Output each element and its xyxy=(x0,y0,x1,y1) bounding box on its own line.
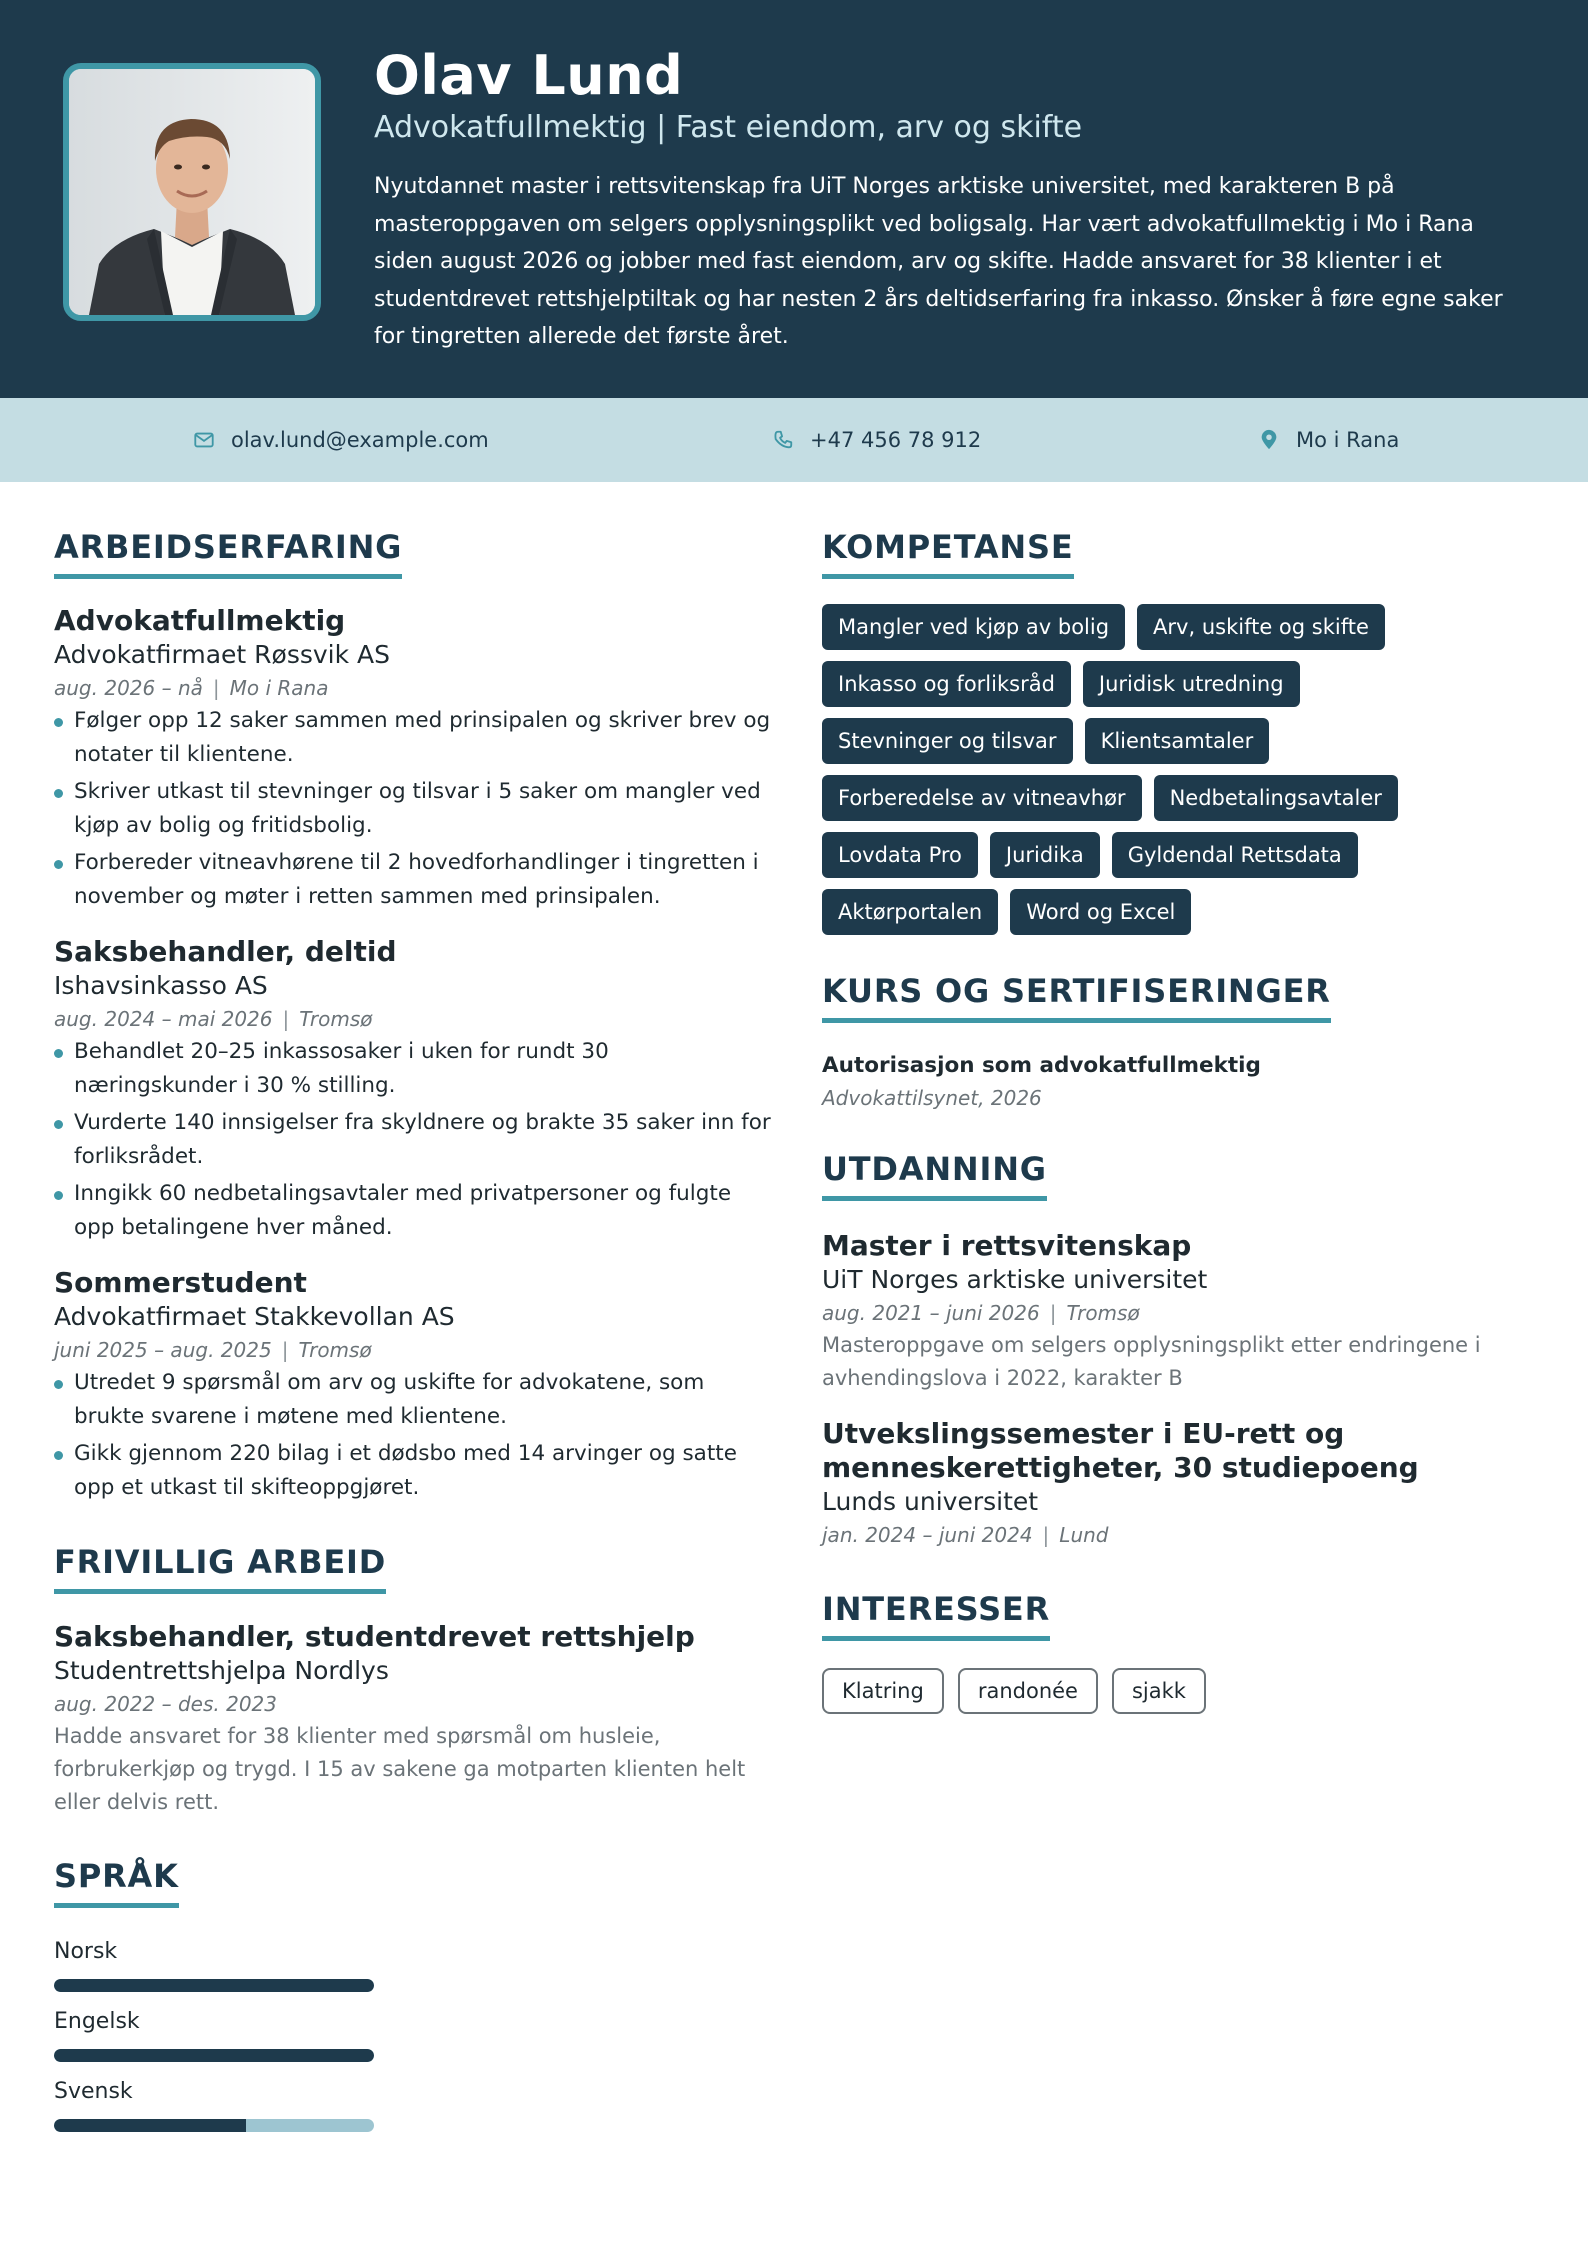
volunteer-entry xyxy=(54,1620,774,1819)
language-level-bar xyxy=(54,2049,374,2062)
job-company: Advokatfirmaet Stakkevollan AS xyxy=(54,1302,455,1331)
map-pin-icon xyxy=(1258,429,1280,451)
job-role: Saksbehandler, deltid xyxy=(54,935,397,968)
language-name: Engelsk xyxy=(54,2009,140,2034)
volunteer-role: Saksbehandler, studentdrevet rettshjelp xyxy=(54,1620,695,1653)
volunteer-description: Hadde ansvaret for 38 klienter med spørsmål om husleie, forbrukerkjøp og trygd. I 15 av sakene ga motparten klienten helt eller delvis rett. xyxy=(54,1724,746,1814)
contact-email[interactable] xyxy=(193,398,489,482)
candidate-headline: Advokatfullmektig | Fast eiendom, arv og skifte xyxy=(374,110,1083,145)
job-company: Advokatfirmaet Røssvik AS xyxy=(54,640,391,669)
language-item xyxy=(54,1937,374,1992)
job-bullet: Vurderte 140 innsigelser fra skyldnere og brakte 35 saker inn for forliksrådet. xyxy=(54,1106,774,1174)
language-item xyxy=(54,2077,374,2132)
job-bullet: Skriver utkast til stevninger og tilsvar i 5 saker om mangler ved kjøp av bolig og fritidsbolig. xyxy=(54,775,774,843)
volunteer-dates: aug. 2022 – des. 2023 xyxy=(54,1692,277,1716)
section-title-skills: KOMPETANSE xyxy=(822,528,1074,579)
job-role: Sommerstudent xyxy=(54,1266,307,1299)
skill-chip: Lovdata Pro xyxy=(822,832,978,878)
skill-chip: Klientsamtaler xyxy=(1085,718,1270,764)
language-level-bar xyxy=(54,1979,374,1992)
education-degree-line: Utvekslingssemester i EU-rett og xyxy=(822,1417,1345,1450)
section-title-languages: SPRÅK xyxy=(54,1857,179,1908)
education-entry xyxy=(822,1229,1522,1395)
language-name: Svensk xyxy=(54,2079,133,2104)
language-level-bar xyxy=(54,2119,374,2132)
skill-chip: Aktørportalen xyxy=(822,889,998,935)
course-issuer: Advokattilsynet, 2026 xyxy=(822,1086,1042,1110)
education-meta: jan. 2024 – juni 2024 | Lund xyxy=(822,1523,1109,1547)
education-dates: aug. 2021 – juni 2026 xyxy=(822,1301,1040,1325)
skill-chip: Juridika xyxy=(990,832,1100,878)
job-bullets xyxy=(54,1366,774,1505)
job-bullet: Forbereder vitneavhørene til 2 hovedforhandlinger i tingretten i november og møter i retten sammen med prinsipalen. xyxy=(54,846,774,914)
education-entry xyxy=(822,1417,1522,1551)
job-bullet: Behandlet 20–25 inkassosaker i uken for rundt 30 næringskunder i 30 % stilling. xyxy=(54,1035,774,1103)
mail-icon xyxy=(193,429,215,451)
section-title-experience: ARBEIDSERFARING xyxy=(54,528,402,579)
education-dates: jan. 2024 – juni 2024 xyxy=(822,1523,1033,1547)
section-title-education: UTDANNING xyxy=(822,1150,1047,1201)
skill-chip: Inkasso og forliksråd xyxy=(822,661,1071,707)
language-name: Norsk xyxy=(54,1939,118,1964)
education-degree-line: menneskerettigheter, 30 studiepoeng xyxy=(822,1451,1419,1484)
job-bullet: Utredet 9 spørsmål om arv og uskifte for advokatene, som brukte svarene i møtene med klientene. xyxy=(54,1366,774,1434)
email-text: olav.lund@example.com xyxy=(231,428,489,452)
language-level-fill xyxy=(54,1979,374,1992)
interest-tag: sjakk xyxy=(1112,1668,1206,1714)
language-item xyxy=(54,2007,374,2062)
job-dates: aug. 2024 – mai 2026 xyxy=(54,1007,273,1031)
job-dates: aug. 2026 – nå xyxy=(54,676,203,700)
education-degree: Master i rettsvitenskap xyxy=(822,1229,1192,1262)
education-note: Masteroppgave om selgers opplysningsplikt etter endringene i avhendingslova i 2022, karakter B xyxy=(822,1333,1481,1390)
profile-summary: Nyutdannet master i rettsvitenskap fra UiT Norges arktiske universitet, med karakteren B på masteroppgaven om selgers opplysningsplikt ved boligsalg. Har vært advokatfullmektig i Mo i Rana siden august 2026 og jobber med fast eiendom, arv og skifte. Hadde ansvaret for 38 klienter i et studentdrevet rettshjelptiltak og har nesten 2 års deltidserfaring fra inkasso. Ønsker å føre egne saker for tingretten allerede det første året. xyxy=(374,174,1503,349)
volunteer-org: Studentrettshjelpa Nordlys xyxy=(54,1656,389,1685)
location-text: Mo i Rana xyxy=(1296,428,1400,452)
skill-chip: Nedbetalingsavtaler xyxy=(1154,775,1398,821)
language-level-fill xyxy=(54,2119,246,2132)
job-dates: juni 2025 – aug. 2025 xyxy=(54,1338,272,1362)
job-meta: juni 2025 – aug. 2025 | Tromsø xyxy=(54,1338,372,1362)
contact-bar xyxy=(0,398,1588,482)
skill-chips xyxy=(822,604,1522,935)
phone-icon xyxy=(772,429,794,451)
job-bullets xyxy=(54,1035,774,1245)
job-meta: aug. 2024 – mai 2026 | Tromsø xyxy=(54,1007,373,1031)
education-location: Tromsø xyxy=(1066,1301,1140,1325)
interest-tag: Klatring xyxy=(822,1668,944,1714)
course-name: Autorisasjon som advokatfullmektig xyxy=(822,1053,1261,1078)
skill-chip: Juridisk utredning xyxy=(1083,661,1300,707)
section-title-interests: INTERESSER xyxy=(822,1590,1050,1641)
phone-text: +47 456 78 912 xyxy=(810,428,982,452)
education-school: Lunds universitet xyxy=(822,1487,1039,1516)
portrait-image xyxy=(69,69,315,315)
section-title-volunteer: FRIVILLIG ARBEID xyxy=(54,1543,386,1594)
skill-chip: Stevninger og tilsvar xyxy=(822,718,1073,764)
language-level-fill xyxy=(54,2049,374,2062)
contact-location xyxy=(1258,398,1399,482)
job-bullets xyxy=(54,704,774,914)
header xyxy=(0,0,1588,398)
job-role: Advokatfullmektig xyxy=(54,604,346,637)
job-entry xyxy=(54,1266,774,1508)
interest-tags xyxy=(822,1668,1206,1714)
candidate-name: Olav Lund xyxy=(374,44,684,107)
course-entry xyxy=(822,1050,1522,1114)
education-location: Lund xyxy=(1059,1523,1109,1547)
job-bullet: Inngikk 60 nedbetalingsavtaler med privatpersoner og fulgte opp betalingene hver måned. xyxy=(54,1177,774,1245)
job-location: Mo i Rana xyxy=(229,676,329,700)
interest-tag: randonée xyxy=(958,1668,1098,1714)
contact-phone[interactable] xyxy=(772,398,981,482)
job-entry xyxy=(54,935,774,1248)
profile-photo xyxy=(63,63,321,321)
skill-chip: Arv, uskifte og skifte xyxy=(1137,604,1385,650)
section-title-courses: KURS OG SERTIFISERINGER xyxy=(822,972,1331,1023)
job-company: Ishavsinkasso AS xyxy=(54,971,268,1000)
job-meta: aug. 2026 – nå | Mo i Rana xyxy=(54,676,329,700)
job-location: Tromsø xyxy=(298,1338,372,1362)
skill-chip: Word og Excel xyxy=(1010,889,1191,935)
job-bullet: Følger opp 12 saker sammen med prinsipalen og skriver brev og notater til klientene. xyxy=(54,704,774,772)
skill-chip: Gyldendal Rettsdata xyxy=(1112,832,1358,878)
job-entry xyxy=(54,604,774,917)
skill-chip: Mangler ved kjøp av bolig xyxy=(822,604,1125,650)
skill-chip: Forberedelse av vitneavhør xyxy=(822,775,1142,821)
education-meta: aug. 2021 – juni 2026 | Tromsø xyxy=(822,1301,1140,1325)
job-location: Tromsø xyxy=(299,1007,373,1031)
education-school: UiT Norges arktiske universitet xyxy=(822,1265,1208,1294)
job-bullet: Gikk gjennom 220 bilag i et dødsbo med 14 arvinger og satte opp et utkast til skifteoppgjøret. xyxy=(54,1437,774,1505)
